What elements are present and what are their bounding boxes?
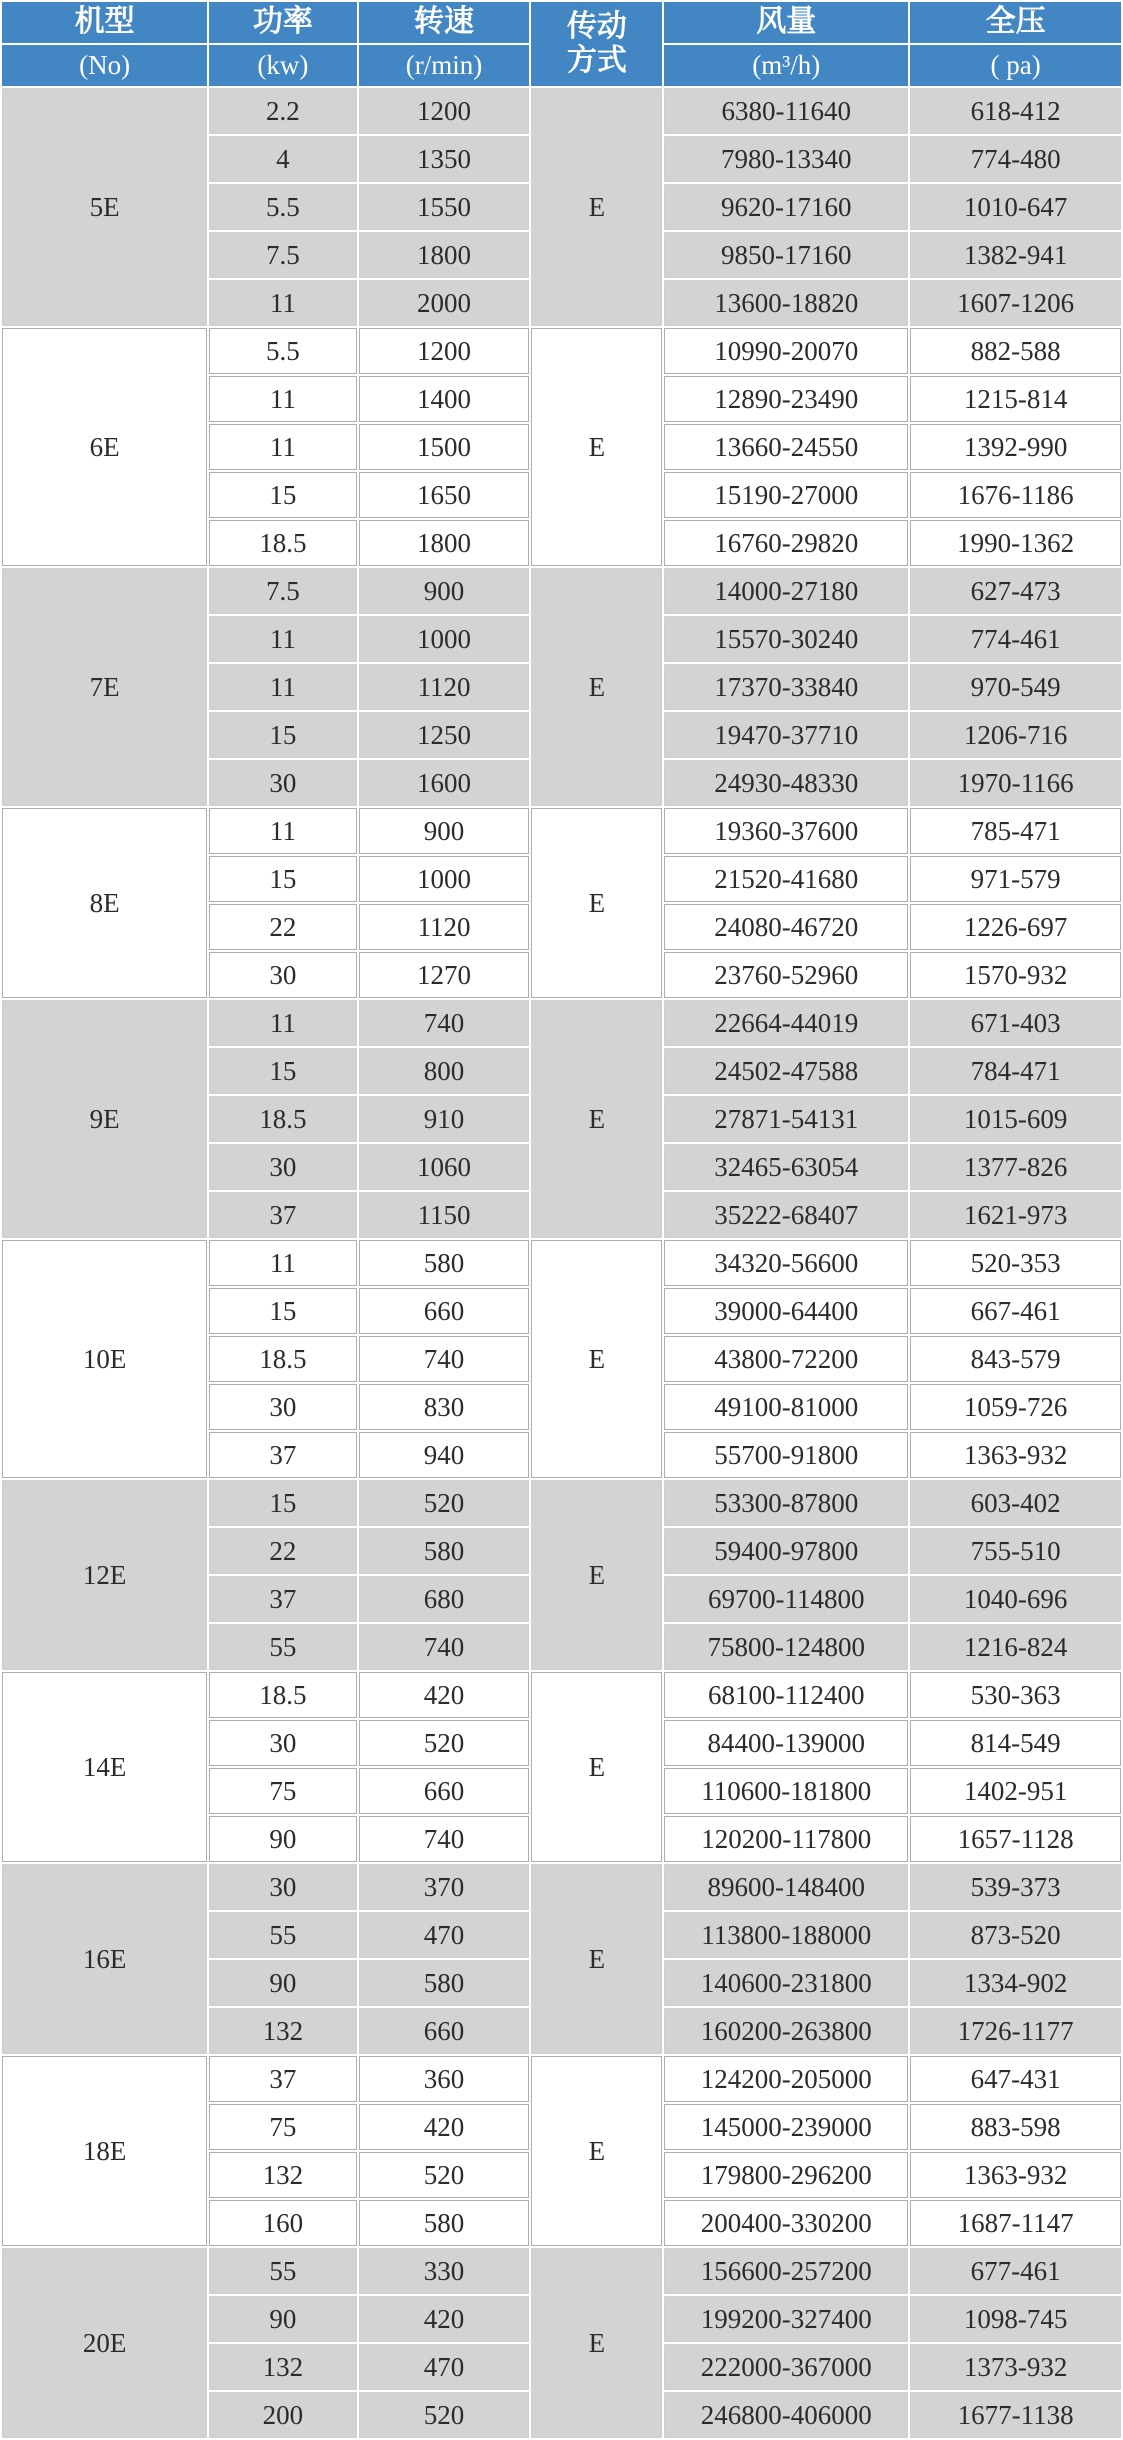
pressure-cell: 1377-826 [910, 1144, 1121, 1190]
header-speed-label: 转速 [414, 5, 475, 39]
pressure-cell: 1363-932 [910, 1432, 1121, 1478]
pressure-cell: 1570-932 [910, 952, 1121, 998]
speed-cell: 1000 [359, 856, 530, 902]
airflow-cell: 53300-87800 [664, 1480, 908, 1526]
pressure-cell: 1363-932 [910, 2152, 1121, 2198]
pressure-cell: 774-480 [910, 136, 1121, 182]
speed-cell: 740 [359, 1000, 530, 1046]
drive-cell: E [531, 328, 662, 566]
power-cell: 11 [209, 664, 356, 710]
header-power [209, 2, 356, 43]
pressure-cell: 1040-696 [910, 1576, 1121, 1622]
table-row [2, 88, 1121, 134]
airflow-cell: 75800-124800 [664, 1624, 908, 1670]
header-airflow [664, 2, 908, 43]
model-cell: 8E [2, 808, 207, 998]
speed-cell: 1350 [359, 136, 530, 182]
header-model-unit: (No) [2, 45, 207, 86]
model-cell: 10E [2, 1240, 207, 1478]
airflow-cell: 84400-139000 [664, 1720, 908, 1766]
airflow-cell: 32465-63054 [664, 1144, 908, 1190]
speed-cell: 420 [359, 2104, 530, 2150]
pressure-cell: 530-363 [910, 1672, 1121, 1718]
pressure-cell: 1216-824 [910, 1624, 1121, 1670]
pressure-cell: 1990-1362 [910, 520, 1121, 566]
speed-cell: 580 [359, 1528, 530, 1574]
speed-cell: 660 [359, 1768, 530, 1814]
table-row [2, 328, 1121, 374]
pressure-cell: 1015-609 [910, 1096, 1121, 1142]
model-cell: 12E [2, 1480, 207, 1670]
speed-cell: 1120 [359, 664, 530, 710]
pressure-cell: 883-598 [910, 2104, 1121, 2150]
model-cell: 16E [2, 1864, 207, 2054]
airflow-cell: 160200-263800 [664, 2008, 908, 2054]
table-row [2, 808, 1121, 854]
power-cell: 11 [209, 280, 356, 326]
power-cell: 22 [209, 904, 356, 950]
airflow-cell: 16760-29820 [664, 520, 908, 566]
pressure-cell: 1206-716 [910, 712, 1121, 758]
pressure-cell: 814-549 [910, 1720, 1121, 1766]
power-cell: 15 [209, 1048, 356, 1094]
power-cell: 75 [209, 2104, 356, 2150]
power-cell: 37 [209, 1576, 356, 1622]
model-cell: 14E [2, 1672, 207, 1862]
airflow-cell: 13660-24550 [664, 424, 908, 470]
speed-cell: 660 [359, 1288, 530, 1334]
airflow-cell: 49100-81000 [664, 1384, 908, 1430]
power-cell: 200 [209, 2392, 356, 2438]
airflow-cell: 22664-44019 [664, 1000, 908, 1046]
header-power-label: 功率 [252, 5, 313, 39]
drive-cell: E [531, 2248, 662, 2438]
drive-cell: E [531, 1480, 662, 1670]
pressure-cell: 882-588 [910, 328, 1121, 374]
pressure-cell: 1098-745 [910, 2296, 1121, 2342]
speed-cell: 420 [359, 2296, 530, 2342]
airflow-cell: 39000-64400 [664, 1288, 908, 1334]
power-cell: 55 [209, 2248, 356, 2294]
speed-cell: 800 [359, 1048, 530, 1094]
pressure-cell: 1687-1147 [910, 2200, 1121, 2246]
table-header [2, 2, 1121, 86]
power-cell: 75 [209, 1768, 356, 1814]
airflow-cell: 222000-367000 [664, 2344, 908, 2390]
power-cell: 18.5 [209, 1096, 356, 1142]
header-airflow-unit: (m³/h) [664, 45, 908, 86]
pressure-cell: 970-549 [910, 664, 1121, 710]
speed-cell: 680 [359, 1576, 530, 1622]
drive-cell: E [531, 88, 662, 326]
model-cell: 18E [2, 2056, 207, 2246]
pressure-cell: 627-473 [910, 568, 1121, 614]
power-cell: 30 [209, 952, 356, 998]
pressure-cell: 618-412 [910, 88, 1121, 134]
model-cell: 9E [2, 1000, 207, 1238]
pressure-cell: 603-402 [910, 1480, 1121, 1526]
speed-cell: 1600 [359, 760, 530, 806]
drive-cell: E [531, 1672, 662, 1862]
header-pressure-label: 全压 [985, 5, 1046, 39]
pressure-cell: 785-471 [910, 808, 1121, 854]
power-cell: 5.5 [209, 184, 356, 230]
speed-cell: 740 [359, 1816, 530, 1862]
pressure-cell: 873-520 [910, 1912, 1121, 1958]
power-cell: 37 [209, 1192, 356, 1238]
speed-cell: 520 [359, 1480, 530, 1526]
pressure-cell: 843-579 [910, 1336, 1121, 1382]
power-cell: 90 [209, 1960, 356, 2006]
power-cell: 7.5 [209, 568, 356, 614]
airflow-cell: 10990-20070 [664, 328, 908, 374]
pressure-cell: 1607-1206 [910, 280, 1121, 326]
header-model [2, 2, 207, 43]
pressure-cell: 1215-814 [910, 376, 1121, 422]
power-cell: 2.2 [209, 88, 356, 134]
pressure-cell: 1676-1186 [910, 472, 1121, 518]
power-cell: 4 [209, 136, 356, 182]
header-drive-label-line2: 方式 [566, 44, 627, 77]
airflow-cell: 140600-231800 [664, 1960, 908, 2006]
airflow-cell: 145000-239000 [664, 2104, 908, 2150]
power-cell: 5.5 [209, 328, 356, 374]
power-cell: 55 [209, 1624, 356, 1670]
power-cell: 132 [209, 2008, 356, 2054]
drive-cell: E [531, 1864, 662, 2054]
header-power-unit: (kw) [209, 45, 356, 86]
airflow-cell: 17370-33840 [664, 664, 908, 710]
airflow-cell: 43800-72200 [664, 1336, 908, 1382]
speed-cell: 1000 [359, 616, 530, 662]
power-cell: 55 [209, 1912, 356, 1958]
airflow-cell: 55700-91800 [664, 1432, 908, 1478]
pressure-cell: 971-579 [910, 856, 1121, 902]
pressure-cell: 1621-973 [910, 1192, 1121, 1238]
power-cell: 11 [209, 424, 356, 470]
power-cell: 11 [209, 616, 356, 662]
header-row-labels [2, 2, 1121, 43]
speed-cell: 740 [359, 1336, 530, 1382]
pressure-cell: 1970-1166 [910, 760, 1121, 806]
speed-cell: 580 [359, 2200, 530, 2246]
airflow-cell: 69700-114800 [664, 1576, 908, 1622]
airflow-cell: 9620-17160 [664, 184, 908, 230]
power-cell: 37 [209, 2056, 356, 2102]
speed-cell: 1270 [359, 952, 530, 998]
table-row [2, 1864, 1121, 1910]
drive-cell: E [531, 2056, 662, 2246]
header-airflow-label: 风量 [756, 5, 817, 39]
table-row [2, 1000, 1121, 1046]
airflow-cell: 6380-11640 [664, 88, 908, 134]
pressure-cell: 647-431 [910, 2056, 1121, 2102]
power-cell: 18.5 [209, 520, 356, 566]
airflow-cell: 89600-148400 [664, 1864, 908, 1910]
speed-cell: 330 [359, 2248, 530, 2294]
airflow-cell: 15190-27000 [664, 472, 908, 518]
pressure-cell: 520-353 [910, 1240, 1121, 1286]
header-pressure-unit: ( pa) [910, 45, 1121, 86]
speed-cell: 520 [359, 2152, 530, 2198]
drive-cell: E [531, 568, 662, 806]
speed-cell: 370 [359, 1864, 530, 1910]
header-speed-unit: (r/min) [359, 45, 530, 86]
power-cell: 15 [209, 1288, 356, 1334]
pressure-cell: 1677-1138 [910, 2392, 1121, 2438]
table-row [2, 2248, 1121, 2294]
speed-cell: 470 [359, 2344, 530, 2390]
speed-cell: 940 [359, 1432, 530, 1478]
power-cell: 30 [209, 1144, 356, 1190]
power-cell: 11 [209, 1000, 356, 1046]
speed-cell: 2000 [359, 280, 530, 326]
airflow-cell: 13600-18820 [664, 280, 908, 326]
power-cell: 15 [209, 856, 356, 902]
pressure-cell: 667-461 [910, 1288, 1121, 1334]
speed-cell: 900 [359, 568, 530, 614]
speed-cell: 740 [359, 1624, 530, 1670]
airflow-cell: 246800-406000 [664, 2392, 908, 2438]
speed-cell: 580 [359, 1240, 530, 1286]
airflow-cell: 15570-30240 [664, 616, 908, 662]
airflow-cell: 179800-296200 [664, 2152, 908, 2198]
speed-cell: 1150 [359, 1192, 530, 1238]
pressure-cell: 677-461 [910, 2248, 1121, 2294]
pressure-cell: 1226-697 [910, 904, 1121, 950]
speed-cell: 830 [359, 1384, 530, 1430]
drive-cell: E [531, 1240, 662, 1478]
airflow-cell: 7980-13340 [664, 136, 908, 182]
airflow-cell: 200400-330200 [664, 2200, 908, 2246]
speed-cell: 1120 [359, 904, 530, 950]
pressure-cell: 1382-941 [910, 232, 1121, 278]
speed-cell: 900 [359, 808, 530, 854]
power-cell: 7.5 [209, 232, 356, 278]
power-cell: 18.5 [209, 1336, 356, 1382]
airflow-cell: 120200-117800 [664, 1816, 908, 1862]
power-cell: 15 [209, 472, 356, 518]
airflow-cell: 34320-56600 [664, 1240, 908, 1286]
power-cell: 90 [209, 2296, 356, 2342]
pressure-cell: 671-403 [910, 1000, 1121, 1046]
power-cell: 30 [209, 760, 356, 806]
header-model-label: 机型 [74, 5, 135, 39]
power-cell: 30 [209, 1384, 356, 1430]
power-cell: 11 [209, 808, 356, 854]
airflow-cell: 19360-37600 [664, 808, 908, 854]
power-cell: 132 [209, 2344, 356, 2390]
table-row [2, 1480, 1121, 1526]
airflow-cell: 110600-181800 [664, 1768, 908, 1814]
speed-cell: 420 [359, 1672, 530, 1718]
airflow-cell: 24930-48330 [664, 760, 908, 806]
speed-cell: 360 [359, 2056, 530, 2102]
airflow-cell: 35222-68407 [664, 1192, 908, 1238]
power-cell: 160 [209, 2200, 356, 2246]
speed-cell: 1800 [359, 232, 530, 278]
airflow-cell: 27871-54131 [664, 1096, 908, 1142]
airflow-cell: 24080-46720 [664, 904, 908, 950]
speed-cell: 1500 [359, 424, 530, 470]
power-cell: 30 [209, 1720, 356, 1766]
header-pressure [910, 2, 1121, 43]
power-cell: 15 [209, 712, 356, 758]
table-row [2, 1672, 1121, 1718]
power-cell: 30 [209, 1864, 356, 1910]
airflow-cell: 113800-188000 [664, 1912, 908, 1958]
airflow-cell: 199200-327400 [664, 2296, 908, 2342]
pressure-cell: 1657-1128 [910, 1816, 1121, 1862]
pressure-cell: 1726-1177 [910, 2008, 1121, 2054]
model-cell: 5E [2, 88, 207, 326]
table-row [2, 1240, 1121, 1286]
power-cell: 18.5 [209, 1672, 356, 1718]
airflow-cell: 124200-205000 [664, 2056, 908, 2102]
header-drive-label-line1: 传动 [566, 9, 627, 43]
airflow-cell: 14000-27180 [664, 568, 908, 614]
power-cell: 11 [209, 1240, 356, 1286]
table-row [2, 568, 1121, 614]
speed-cell: 1400 [359, 376, 530, 422]
model-cell: 6E [2, 328, 207, 566]
speed-cell: 1200 [359, 328, 530, 374]
pressure-cell: 784-471 [910, 1048, 1121, 1094]
pressure-cell: 539-373 [910, 1864, 1121, 1910]
speed-cell: 1550 [359, 184, 530, 230]
power-cell: 22 [209, 1528, 356, 1574]
drive-cell: E [531, 808, 662, 998]
header-speed [359, 2, 530, 43]
power-cell: 15 [209, 1480, 356, 1526]
pressure-cell: 755-510 [910, 1528, 1121, 1574]
airflow-cell: 23760-52960 [664, 952, 908, 998]
pressure-cell: 1402-951 [910, 1768, 1121, 1814]
airflow-cell: 9850-17160 [664, 232, 908, 278]
model-cell: 20E [2, 2248, 207, 2438]
pressure-cell: 1334-902 [910, 1960, 1121, 2006]
speed-cell: 910 [359, 1096, 530, 1142]
speed-cell: 1250 [359, 712, 530, 758]
speed-cell: 1060 [359, 1144, 530, 1190]
header-drive [531, 2, 662, 86]
airflow-cell: 24502-47588 [664, 1048, 908, 1094]
speed-cell: 580 [359, 1960, 530, 2006]
speed-cell: 470 [359, 1912, 530, 1958]
pressure-cell: 1373-932 [910, 2344, 1121, 2390]
airflow-cell: 21520-41680 [664, 856, 908, 902]
airflow-cell: 12890-23490 [664, 376, 908, 422]
airflow-cell: 156600-257200 [664, 2248, 908, 2294]
table-body [2, 88, 1121, 2438]
pressure-cell: 1059-726 [910, 1384, 1121, 1430]
power-cell: 11 [209, 376, 356, 422]
pressure-cell: 1392-990 [910, 424, 1121, 470]
airflow-cell: 59400-97800 [664, 1528, 908, 1574]
speed-cell: 1200 [359, 88, 530, 134]
speed-cell: 520 [359, 1720, 530, 1766]
speed-cell: 1800 [359, 520, 530, 566]
drive-cell: E [531, 1000, 662, 1238]
speed-cell: 660 [359, 2008, 530, 2054]
power-cell: 132 [209, 2152, 356, 2198]
model-cell: 7E [2, 568, 207, 806]
airflow-cell: 68100-112400 [664, 1672, 908, 1718]
pressure-cell: 1010-647 [910, 184, 1121, 230]
speed-cell: 1650 [359, 472, 530, 518]
power-cell: 37 [209, 1432, 356, 1478]
pressure-cell: 774-461 [910, 616, 1121, 662]
table-row [2, 2056, 1121, 2102]
speed-cell: 520 [359, 2392, 530, 2438]
power-cell: 90 [209, 1816, 356, 1862]
airflow-cell: 19470-37710 [664, 712, 908, 758]
